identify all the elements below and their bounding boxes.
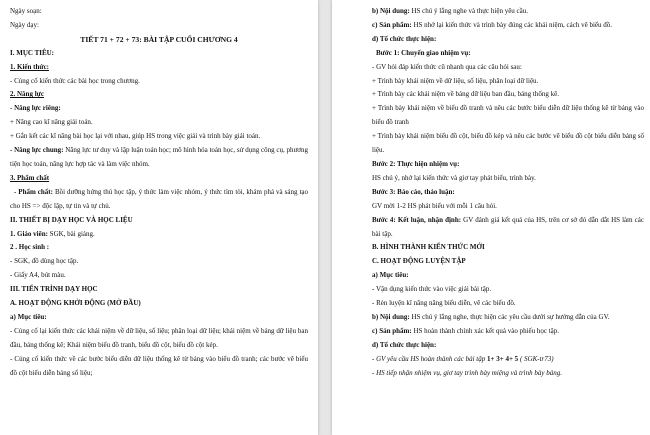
practice-task-exercises: 1+ 3+ 4+ 5 (486, 354, 519, 363)
knowledge-heading: 1. Kiến thức: (10, 62, 50, 71)
step4-paragraph (372, 214, 644, 242)
step1-line-5: + Trình bày khái niệm biểu đồ cột, biểu đồ kép và nêu các bước vẽ biểu đồ cột biểu diễn bảng số liệu. (372, 132, 644, 155)
content-text: HS chú ý lắng nghe và thực hiện yêu cầu. (409, 7, 529, 15)
document-page-right (332, 0, 650, 435)
quality-label: - Phẩm chất: (14, 187, 53, 196)
student-heading: 2 . Học sinh : (10, 243, 50, 252)
practice-task-line (372, 353, 644, 367)
general-competence-text: Năng lực tư duy và lập luận toán học; mô hình hóa toán học, sử dụng công cụ, phương tiện học toán, năng lực hợp tác và làm việc nhóm. (10, 146, 308, 168)
content-label: b) Nội dung: (372, 7, 410, 15)
specific-competence-1: + Nâng cao kĩ năng giải toán. (10, 118, 93, 127)
practice-content-text: HS chú ý lắng nghe, thực hiện các yêu cầu dưới sự hướng dẫn của GV. (409, 312, 610, 321)
practice-objective-1: - Vận dụng kiến thức vào việc giải bài tập. (372, 285, 492, 294)
activity-c-heading: C. HOẠT ĐỘNG LUYỆN TẬP (372, 257, 466, 266)
practice-content-paragraph (372, 311, 644, 325)
section-objectives: I. MỤC TIÊU: (10, 48, 55, 57)
date-prepared: Ngày soạn: (10, 7, 42, 15)
step1-line-1: - GV hỏi đáp kiến thức cũ nhanh qua các câu hỏi sau: (372, 62, 522, 71)
product-text: HS nhớ lại kiến thức và trình bày đúng các khái niệm, cách vẽ biểu đồ. (411, 20, 613, 29)
product-paragraph (372, 19, 644, 33)
step4-label: Bước 4: Kết luận, nhận định: (372, 215, 462, 224)
document-page-left (0, 0, 318, 435)
activity-b-heading: B. HÌNH THÀNH KIẾN THỨC MỚI (372, 243, 485, 252)
objective-2: - Củng cố kiến thức về các bước biểu diễn dữ liệu thống kê từ bảng vào biểu đồ tranh; các bước vẽ biểu đồ cột biểu diễn bảng số liệu; (10, 354, 308, 377)
organization-heading: d) Tổ chức thực hiện: (372, 34, 437, 43)
practice-product-label: c) Sản phẩm: (372, 326, 412, 335)
practice-objective-heading: a) Mục tiêu: (372, 271, 409, 280)
step2-heading: Bước 2: Thực hiện nhiệm vụ: (372, 159, 460, 168)
step1-line-4: + Trình bày khái niệm về biểu đồ tranh và nêu các bước biểu diễn dữ liệu thống kê từ bảng vào biểu đồ tranh (372, 104, 644, 127)
product-label: c) Sản phẩm: (372, 20, 412, 29)
teacher-materials (10, 228, 308, 242)
practice-task-ref: ( SGK-tr73) (518, 354, 554, 363)
practice-product-text: HS hoàn thành chính xác kết quả vào phiếu học tập. (411, 326, 560, 335)
objective-heading: a) Mục tiêu: (10, 312, 47, 321)
student-materials-1: - SGK, đồ dùng học tập. (10, 257, 79, 266)
step4-text: GV đánh giá kết quả của HS, trên cơ sở đó dẫn dắt HS làm các bài tập. (372, 215, 644, 238)
step1-line-3: + Trình bày các khái niệm về bảng dữ liệu ban đầu, bảng thống kê. (372, 90, 559, 99)
quality-paragraph (10, 186, 308, 214)
practice-task-text: - GV yêu cầu HS hoàn thành các bài tập (372, 354, 487, 363)
section-process: III. TIẾN TRÌNH DẠY HỌC (10, 285, 98, 294)
step3-heading: Bước 3: Báo cáo, thảo luận: (372, 187, 455, 196)
competence-heading: 2. Năng lực (10, 90, 44, 99)
step1-line-2: + Trình bày khái niệm về dữ liệu, số liệu, phân loại dữ liệu. (372, 76, 539, 85)
teacher-label: 1. Giáo viên: (10, 229, 48, 238)
specific-competence-2: + Gắn kết các kĩ năng bài học lại với nhau, giúp HS trong việc giải và trình bày giải toán. (10, 132, 261, 141)
step3-text: GV mời 1-2 HS phát biểu với mỗi 1 câu hỏi. (372, 201, 497, 210)
practice-objective-2: - Rèn luyện kĩ năng năng biểu diễn, vẽ các biểu đồ. (372, 299, 516, 308)
general-competence (10, 144, 308, 172)
lesson-title: TIẾT 71 + 72 + 73: BÀI TẬP CUỐI CHƯƠNG 4 (80, 34, 238, 44)
step2-text: HS chú ý, nhớ lại kiến thức và giơ tay phát biểu, trình bày. (372, 173, 536, 182)
practice-organization-heading: d) Tổ chức thực hiện: (372, 340, 437, 349)
activity-a-heading: A. HOẠT ĐỘNG KHỞI ĐỘNG (MỞ ĐẦU) (10, 299, 141, 308)
quality-heading: 3. Phẩm chất (10, 173, 50, 182)
objective-1: - Củng cố lại kiến thức các khái niệm về dữ liệu, số liệu; phân loại dữ liệu; khái niệm về bảng dữ liệu ban đầu, bảng thống kê; Khái niệm biểu đồ tranh, biểu đồ cột, biểu đồ cột kép. (10, 326, 308, 349)
content-line (372, 5, 644, 19)
knowledge-text: - Củng cố kiến thức các bài học trong chương. (10, 76, 140, 85)
student-materials-2: - Giấy A4, bút màu. (10, 271, 66, 280)
general-competence-label: - Năng lực chung: (10, 146, 64, 155)
teacher-text: SGK, bài giảng. (47, 229, 95, 238)
specific-competence-heading: - Năng lực riêng: (10, 104, 61, 113)
practice-task-line-2: - HS tiếp nhận nhiệm vụ, giơ tay trình bày miệng và trình bày bảng. (372, 368, 562, 377)
practice-product-line (372, 325, 644, 339)
step1-heading: Bước 1: Chuyển giao nhiệm vụ: (376, 48, 471, 57)
practice-content-label: b) Nội dung: (372, 312, 410, 321)
quality-text: Bồi dưỡng hứng thú học tập, ý thức làm việc nhóm, ý thức tìm tòi, khám phá và sáng tạo cho HS => độc lập, tự tin và tự chủ. (10, 187, 309, 210)
date-taught: Ngày dạy: (10, 20, 39, 29)
section-equipment: II. THIẾT BỊ DẠY HỌC VÀ HỌC LIỆU (10, 215, 133, 224)
